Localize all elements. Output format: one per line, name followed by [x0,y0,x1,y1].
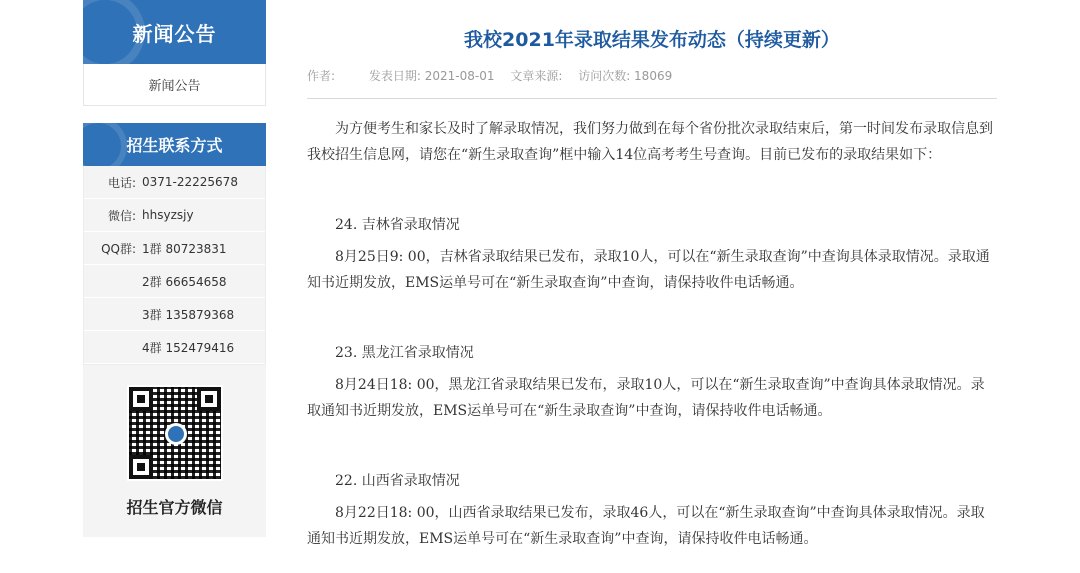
article-body [307,112,997,552]
contact-row-wechat [84,199,265,232]
meta-views: 访问次数: 18069 [578,69,673,83]
contact-value: 0371-22225678 [142,175,238,189]
news-sub-link[interactable]: 新闻公告 [83,64,266,106]
sidebar [83,0,266,573]
contact-label: QQ群: [101,241,136,256]
meta-date: 发表日期: 2021-08-01 [368,69,495,83]
contact-header-title: 招生联系方式 [126,136,223,155]
section-body: 8月22日18: 00，山西省录取结果已发布，录取46人，可以在“新生录取查询”中查询具体录取情况。录取通知书近期发放，EMS运单号可在“新生录取查询”中查询，请保持收件电话畅通。 [307,505,985,547]
meta-author: 作者: [307,69,336,83]
article-meta [307,67,684,84]
article-main [307,0,997,573]
emblem-watermark-icon [83,123,127,166]
qr-caption: 招生官方微信 [126,498,223,517]
contact-value: 2群 66654658 [142,274,227,289]
contact-row-qq1 [84,232,265,265]
qr-finder-icon [129,387,153,411]
article-title: 我校2021年录取结果发布动态（持续更新） [464,29,840,51]
contact-header [83,123,266,166]
contact-value: 3群 135879368 [142,307,235,322]
contact-row-qq2 [84,265,265,298]
contact-label: 电话: [107,175,136,190]
section-body: 8月24日18: 00，黑龙江省录取结果已发布，录取10人，可以在“新生录取查询”中查询具体录取情况。录取通知书近期发放，EMS运单号可在“新生录取查询”中查询，请保持收件电话畅通。 [307,377,985,419]
contact-label: 微信: [107,208,136,223]
contact-list [83,166,266,365]
contact-row-qq4 [84,331,265,364]
wechat-qr-code-icon [127,385,223,481]
section-body: 8月25日9: 00，吉林省录取结果已发布，录取10人，可以在“新生录取查询”中查询具体录取情况。录取通知书近期发放，EMS运单号可在“新生录取查询”中查询，请保持收件电话畅通。 [307,249,990,291]
contact-row-phone [84,166,265,199]
contact-value: 4群 152479416 [142,340,235,355]
meta-source: 文章来源: [510,69,563,83]
section-heading: 24. 吉林省录取情况 [335,217,460,233]
school-logo-icon [165,423,187,445]
section-heading: 23. 黑龙江省录取情况 [335,345,474,361]
emblem-watermark-icon [83,0,145,64]
contact-row-qq3 [84,298,265,331]
qr-section [83,365,266,537]
section-heading: 22. 山西省录取情况 [335,473,460,489]
qr-finder-icon [197,387,221,411]
contact-value: 1群 80723831 [142,241,227,256]
meta-divider [307,98,997,99]
news-header-title: 新闻公告 [132,21,217,46]
article-intro: 为方便考生和家长及时了解录取情况，我们努力做到在每个省份批次录取结束后，第一时间发布录取信息到我校招生信息网，请您在“新生录取查询”框中输入14位高考考生号查询。目前已发布的录取结果如下： [307,121,993,163]
news-header [83,0,266,64]
contact-value: hhsyzsjy [142,208,194,222]
qr-finder-icon [129,455,153,479]
